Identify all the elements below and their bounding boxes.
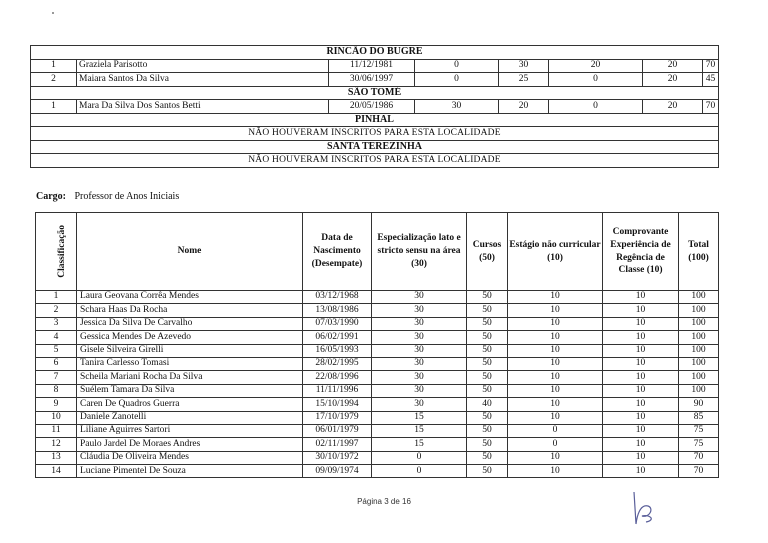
row-classificacao: 7 — [36, 371, 77, 384]
row-classificacao: 6 — [36, 357, 77, 370]
table-row — [36, 344, 719, 357]
row-estagio: 10 — [508, 451, 603, 464]
row-data: 13/08/1986 — [303, 304, 372, 317]
row-estagio: 10 — [508, 291, 603, 304]
row-total: 85 — [679, 411, 719, 424]
row-especializacao: 0 — [372, 465, 467, 478]
row-nome: Schara Haas Da Rocha — [77, 304, 303, 317]
row-cursos: 50 — [467, 357, 508, 370]
row-especializacao: 30 — [372, 304, 467, 317]
header-row — [36, 213, 719, 291]
row-nome: Luciane Pimentel De Souza — [77, 465, 303, 478]
row-comprovante: 10 — [603, 371, 679, 384]
row-nome: Daniele Zanotelli — [77, 411, 303, 424]
table-row — [36, 451, 719, 464]
cargo-line — [36, 191, 179, 202]
row-data: 20/05/1986 — [329, 100, 415, 114]
row-cursos: 25 — [499, 73, 549, 87]
no-candidates-message: NÃO HOUVERAM INSCRITOS PARA ESTA LOCALIDADE — [31, 154, 719, 168]
cargo-value: Professor de Anos Iniciais — [74, 191, 180, 202]
row-data: 22/08/1996 — [303, 371, 372, 384]
row-total: 100 — [679, 291, 719, 304]
row-comprovante: 10 — [603, 438, 679, 451]
row-classificacao: 4 — [36, 331, 77, 344]
row-total: 70 — [679, 465, 719, 478]
row-comprovante: 10 — [603, 357, 679, 370]
row-total: 70 — [703, 59, 719, 73]
row-classificacao: 1 — [31, 100, 77, 114]
row-data: 30/06/1997 — [329, 73, 415, 87]
row-total: 100 — [679, 331, 719, 344]
row-especializacao: 30 — [372, 291, 467, 304]
row-estagio: 10 — [508, 465, 603, 478]
no-candidates-message: NÃO HOUVERAM INSCRITOS PARA ESTA LOCALIDADE — [31, 127, 719, 141]
table-row — [36, 331, 719, 344]
row-comprovante: 10 — [603, 304, 679, 317]
row-estagio: 10 — [508, 371, 603, 384]
row-nome: Liliane Aguirres Sartori — [77, 424, 303, 437]
row-data: 03/12/1968 — [303, 291, 372, 304]
row-total: 75 — [679, 438, 719, 451]
row-nome: Graziela Parisotto — [77, 59, 329, 73]
row-classificacao: 12 — [36, 438, 77, 451]
row-total: 100 — [679, 317, 719, 330]
signature-mark — [628, 488, 658, 530]
row-data: 11/12/1981 — [329, 59, 415, 73]
row-nome: Suélem Tamara Da Silva — [77, 384, 303, 397]
header-cursos: Cursos (50) — [467, 213, 508, 291]
row-nome: Caren De Quadros Guerra — [77, 398, 303, 411]
row-cursos: 50 — [467, 371, 508, 384]
row-comprovante: 10 — [603, 451, 679, 464]
row-estagio: 10 — [508, 384, 603, 397]
row-cursos: 40 — [467, 398, 508, 411]
table-row — [36, 398, 719, 411]
section-title: SANTA TEREZINHA — [31, 140, 719, 154]
section-header-row — [31, 140, 719, 154]
row-classificacao: 2 — [36, 304, 77, 317]
row-data: 30/10/1972 — [303, 451, 372, 464]
row-cursos: 50 — [467, 304, 508, 317]
section-title: PINHAL — [31, 113, 719, 127]
row-comprovante: 20 — [643, 59, 703, 73]
table-row — [36, 465, 719, 478]
table-row — [36, 291, 719, 304]
row-total: 70 — [703, 100, 719, 114]
row-estagio: 0 — [549, 100, 643, 114]
row-comprovante: 10 — [603, 317, 679, 330]
row-comprovante: 10 — [603, 465, 679, 478]
row-nome: Jessica Da Silva De Carvalho — [77, 317, 303, 330]
row-cursos: 50 — [467, 424, 508, 437]
section-title: RINCÃO DO BUGRE — [31, 46, 719, 60]
row-especializacao: 30 — [372, 357, 467, 370]
row-estagio: 10 — [508, 317, 603, 330]
row-especializacao: 15 — [372, 424, 467, 437]
row-data: 16/05/1993 — [303, 344, 372, 357]
row-nome: Scheila Mariani Rocha Da Silva — [77, 371, 303, 384]
row-comprovante: 10 — [603, 291, 679, 304]
row-data: 15/10/1994 — [303, 398, 372, 411]
table-row — [31, 73, 719, 87]
section-header-row — [31, 86, 719, 100]
row-especializacao: 0 — [415, 73, 499, 87]
section-message-row — [31, 127, 719, 141]
row-classificacao: 1 — [31, 59, 77, 73]
section-message-row — [31, 154, 719, 168]
section-title: SÃO TOMÉ — [31, 86, 719, 100]
row-estagio: 10 — [508, 398, 603, 411]
row-total: 100 — [679, 304, 719, 317]
row-especializacao: 30 — [415, 100, 499, 114]
row-especializacao: 30 — [372, 344, 467, 357]
row-especializacao: 30 — [372, 317, 467, 330]
row-cursos: 50 — [467, 291, 508, 304]
row-estagio: 10 — [508, 304, 603, 317]
row-estagio: 10 — [508, 331, 603, 344]
page-number: Página 3 de 16 — [357, 497, 411, 506]
row-nome: Tanira Carlesso Tomasi — [77, 357, 303, 370]
row-classificacao: 11 — [36, 424, 77, 437]
row-nome: Laura Geovana Corrêa Mendes — [77, 291, 303, 304]
row-especializacao: 30 — [372, 398, 467, 411]
row-total: 45 — [703, 73, 719, 87]
row-especializacao: 15 — [372, 438, 467, 451]
row-data: 06/02/1991 — [303, 331, 372, 344]
row-cursos: 50 — [467, 411, 508, 424]
table-row — [36, 304, 719, 317]
row-cursos: 20 — [499, 100, 549, 114]
ranking-table — [35, 212, 719, 478]
table-row — [36, 424, 719, 437]
row-total: 90 — [679, 398, 719, 411]
table-row — [31, 100, 719, 114]
row-nome: Gessica Mendes De Azevedo — [77, 331, 303, 344]
section-header-row — [31, 113, 719, 127]
row-classificacao: 3 — [36, 317, 77, 330]
row-classificacao: 2 — [31, 73, 77, 87]
row-cursos: 50 — [467, 465, 508, 478]
header-total: Total (100) — [679, 213, 719, 291]
row-data: 28/02/1995 — [303, 357, 372, 370]
row-total: 100 — [679, 384, 719, 397]
row-estagio: 0 — [549, 73, 643, 87]
table-row — [36, 371, 719, 384]
row-cursos: 50 — [467, 451, 508, 464]
header-data-nascimento: Data de Nascimento (Desempate) — [303, 213, 372, 291]
row-especializacao: 15 — [372, 411, 467, 424]
row-comprovante: 10 — [603, 398, 679, 411]
row-data: 11/11/1996 — [303, 384, 372, 397]
header-comprovante: Comprovante Experiência de Regência de Classe (10) — [603, 213, 679, 291]
row-total: 100 — [679, 371, 719, 384]
table-row — [36, 357, 719, 370]
table-row — [36, 438, 719, 451]
row-data: 02/11/1997 — [303, 438, 372, 451]
row-estagio: 20 — [549, 59, 643, 73]
row-especializacao: 0 — [415, 59, 499, 73]
row-comprovante: 10 — [603, 384, 679, 397]
row-comprovante: 10 — [603, 331, 679, 344]
row-especializacao: 30 — [372, 371, 467, 384]
table-row — [31, 59, 719, 73]
row-cursos: 50 — [467, 317, 508, 330]
row-total: 70 — [679, 451, 719, 464]
row-cursos: 50 — [467, 344, 508, 357]
row-especializacao: 0 — [372, 451, 467, 464]
header-especializacao: Especialização lato e stricto sensu na área (30) — [372, 213, 467, 291]
row-especializacao: 30 — [372, 331, 467, 344]
row-cursos: 50 — [467, 438, 508, 451]
header-estagio: Estágio não curricular (10) — [508, 213, 603, 291]
row-total: 75 — [679, 424, 719, 437]
row-classificacao: 13 — [36, 451, 77, 464]
row-cursos: 50 — [467, 331, 508, 344]
row-classificacao: 8 — [36, 384, 77, 397]
row-comprovante: 10 — [603, 411, 679, 424]
row-classificacao: 9 — [36, 398, 77, 411]
row-data: 07/03/1990 — [303, 317, 372, 330]
scan-speck — [52, 12, 54, 14]
row-nome: Cláudia De Oliveira Mendes — [77, 451, 303, 464]
row-data: 09/09/1974 — [303, 465, 372, 478]
section-header-row — [31, 46, 719, 60]
row-nome: Mara Da Silva Dos Santos Betti — [77, 100, 329, 114]
row-comprovante: 10 — [603, 424, 679, 437]
row-classificacao: 1 — [36, 291, 77, 304]
table-row — [36, 317, 719, 330]
row-data: 06/01/1979 — [303, 424, 372, 437]
row-estagio: 0 — [508, 438, 603, 451]
row-cursos: 30 — [499, 59, 549, 73]
header-classificacao: Classificação — [36, 213, 77, 291]
row-total: 100 — [679, 344, 719, 357]
row-comprovante: 20 — [643, 73, 703, 87]
header-nome: Nome — [77, 213, 303, 291]
row-comprovante: 10 — [603, 344, 679, 357]
row-estagio: 10 — [508, 344, 603, 357]
row-nome: Gisele Silveira Girelli — [77, 344, 303, 357]
row-comprovante: 20 — [643, 100, 703, 114]
row-nome: Maiara Santos Da Silva — [77, 73, 329, 87]
row-estagio: 10 — [508, 411, 603, 424]
row-classificacao: 10 — [36, 411, 77, 424]
row-cursos: 50 — [467, 384, 508, 397]
row-nome: Paulo Jardel De Moraes Andres — [77, 438, 303, 451]
table-row — [36, 384, 719, 397]
row-classificacao: 14 — [36, 465, 77, 478]
top-results-table — [30, 45, 719, 168]
row-estagio: 10 — [508, 357, 603, 370]
cargo-label: Cargo: — [36, 191, 66, 202]
row-especializacao: 30 — [372, 384, 467, 397]
row-data: 17/10/1979 — [303, 411, 372, 424]
table-row — [36, 411, 719, 424]
row-total: 100 — [679, 357, 719, 370]
row-estagio: 0 — [508, 424, 603, 437]
row-classificacao: 5 — [36, 344, 77, 357]
